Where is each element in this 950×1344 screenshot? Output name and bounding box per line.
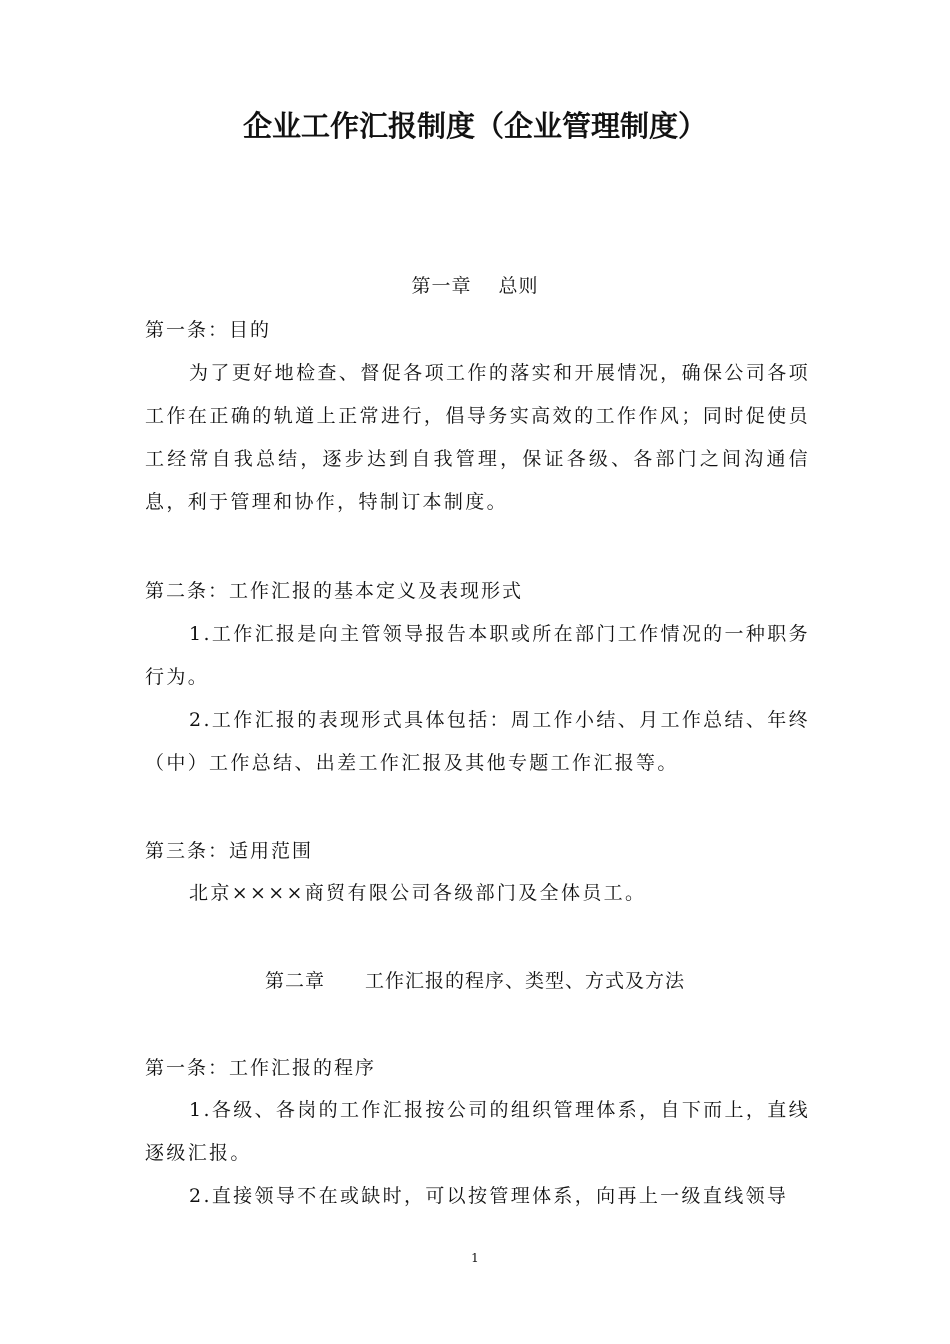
chapter-1-article-3-heading: 第三条：适用范围 <box>145 840 314 862</box>
chapter-1-article-1-paragraph-1: 为了更好地检查、督促各项工作的落实和开展情况，确保公司各项工作在正确的轨道上正常进行，倡导务实高效的工作作风；同时促使员工经常自我总结，逐步达到自我管理，保证各级、各部门之间沟通信息，利于管理和协作，特制订本制度。 <box>145 362 810 513</box>
chapter-2-article-1-paragraph-1: 1.各级、各岗的工作汇报按公司的组织管理体系，自下而上，直线逐级汇报。 <box>145 1099 810 1164</box>
page-number: 1 <box>471 1251 479 1265</box>
chapter-1-article-3-paragraph-1: 北京××××商贸有限公司各级部门及全体员工。 <box>189 882 647 904</box>
chapter-2-article-1-paragraph-2: 2.直接领导不在或缺时，可以按管理体系，向再上一级直线领导 <box>189 1185 789 1207</box>
chapter-1-article-2-paragraph-2: 2.工作汇报的表现形式具体包括：周工作小结、月工作总结、年终（中）工作总结、出差工作汇报及其他专题工作汇报等。 <box>145 709 810 774</box>
chapter-1-heading: 第一章 总则 <box>411 275 539 297</box>
chapter-2-heading: 第二章 工作汇报的程序、类型、方式及方法 <box>264 970 685 992</box>
chapter-2-article-1-heading: 第一条：工作汇报的程序 <box>145 1057 377 1079</box>
chapter-1-article-2-paragraph-1: 1.工作汇报是向主管领导报告本职或所在部门工作情况的一种职务行为。 <box>145 623 810 688</box>
chapter-1-article-2-heading: 第二条：工作汇报的基本定义及表现形式 <box>145 580 524 602</box>
document-title: 企业工作汇报制度（企业管理制度） <box>242 109 707 143</box>
chapter-1-article-1-heading: 第一条：目的 <box>145 319 272 341</box>
